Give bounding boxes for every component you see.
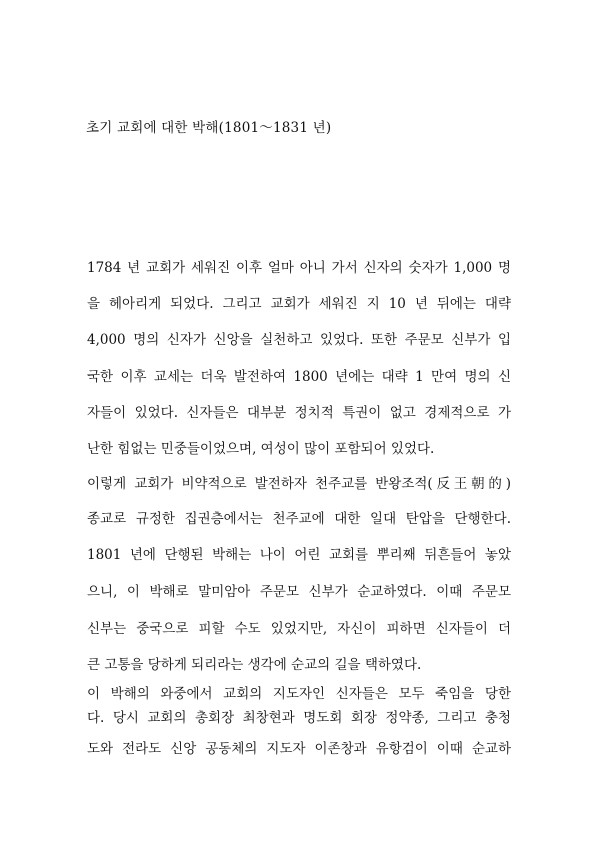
text-line: 으니, 이 박해로 말미암아 주문모 신부가 순교하였다. 이때 주문모 [87,584,511,600]
text-line: 종교로 규정한 집권층에서는 천주교에 대한 일대 탄압을 단행한다. [87,511,511,527]
text-line: 다. 당시 교회의 총회장 최창현과 명도회 회장 정약종, 그리고 충청 [87,710,511,726]
text-line: 자들이 있었다. 신자들은 대부분 정치적 특권이 없고 경제적으로 가 [87,405,511,421]
text-line: 난한 힘없는 민중들이었으며, 여성이 많이 포함되어 있었다. [87,441,435,457]
text-line: 도와 전라도 신앙 공동체의 지도자 이존창과 유항검이 이때 순교하 [87,741,511,757]
text-line: 큰 고통을 당하게 되리라는 생각에 순교의 길을 택하였다. [87,657,422,673]
text-line: 을 헤아리게 되었다. 그리고 교회가 세워진 지 10 년 뒤에는 대략 [87,296,511,312]
text-line: 1784 년 교회가 세워진 이후 얼마 아니 가서 신자의 숫자가 1,000 명 [87,260,511,276]
text-line: 국한 이후 교세는 더욱 발전하여 1800 년에는 대략 1 만여 명의 신 [87,369,511,385]
document-title: 초기 교회에 대한 박해(1801～1831 년) [86,120,332,136]
text-line: 4,000 명의 신자가 신앙을 실천하고 있었다. 또한 주문모 신부가 입 [87,332,511,348]
text-line: 이렇게 교회가 비약적으로 발전하자 천주교를 반왕조적(反王朝的) [87,476,511,492]
text-line: 1801 년에 단행된 박해는 나이 어린 교회를 뿌리째 뒤흔들어 놓았 [87,547,511,563]
text-line: 이 박해의 와중에서 교회의 지도자인 신자들은 모두 죽임을 당한 [87,686,511,702]
text-line: 신부는 중국으로 피할 수도 있었지만, 자신이 피하면 신자들이 더 [87,621,511,637]
